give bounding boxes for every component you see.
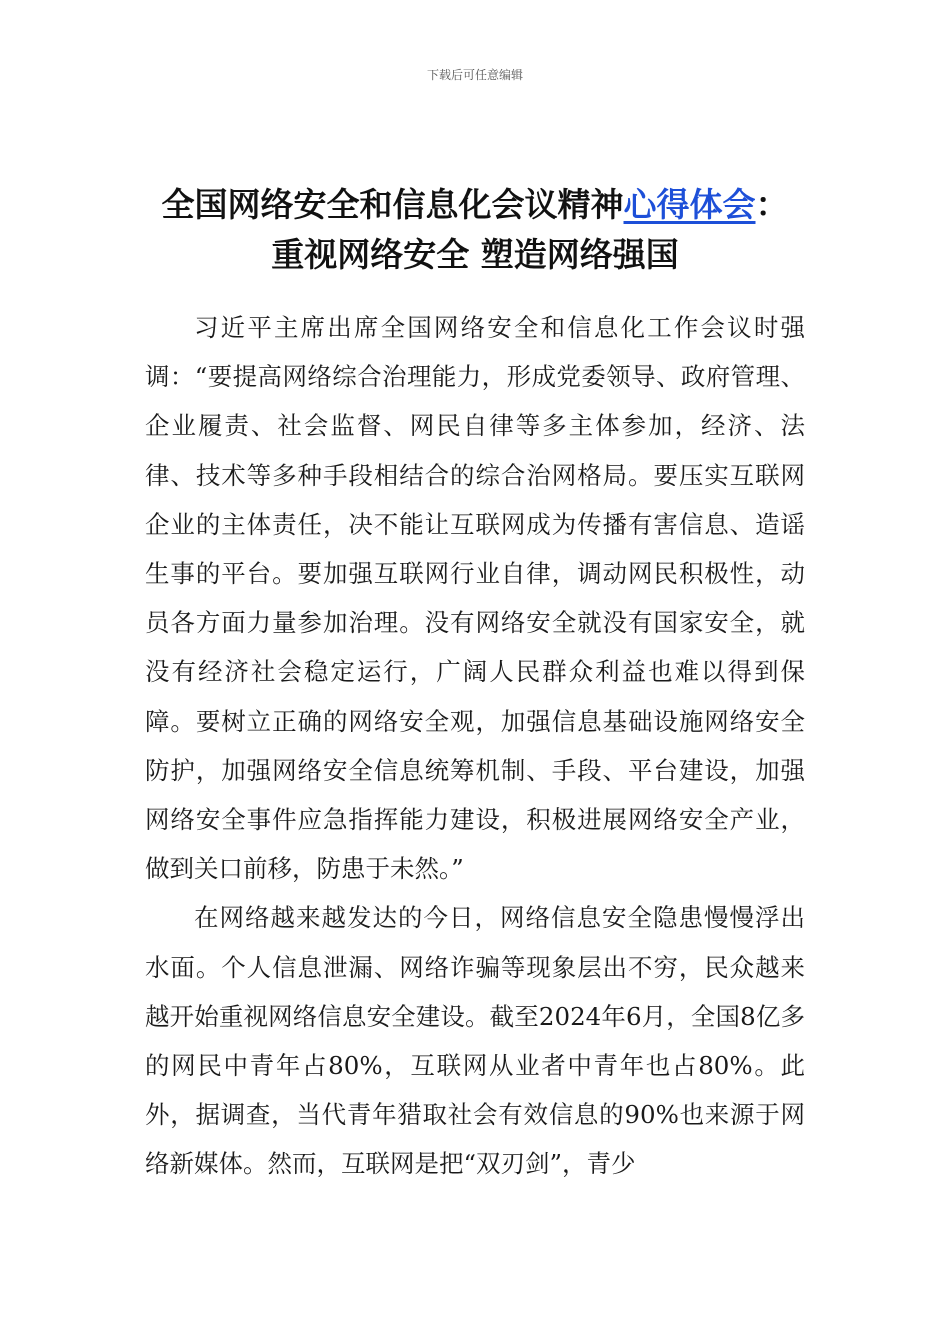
title-line-1 [80, 180, 870, 230]
page-header-note: 下载后可任意编辑 [426, 68, 523, 82]
title-line-2: 重视网络安全 塑造网络强国 [271, 235, 679, 274]
title-text: 全国网络安全和信息化会议精神 [161, 185, 624, 224]
title-colon: ： [755, 185, 789, 224]
document-body [145, 303, 805, 1189]
paragraph-1: 习近平主席出席全国网络安全和信息化工作会议时强调：“要提高网络综合治理能力，形成党委领导、政府管理、企业履责、社会监督、网民自律等多主体参加，经济、法律、技术等多种手段相结合的综合治网格局。要压实互联网企业的主体责任，决不能让互联网成为传播有害信息、造谣生事的平台。要加强互联网行业自律，调动网民积极性，动员各方面力量参加治理。没有网络安全就没有国家安全，就没有经济社会稳定运行，广阔人民群众利益也难以得到保障。要树立正确的网络安全观，加强信息基础设施网络安全防护，加强网络安全信息统筹机制、手段、平台建设，加强网络安全事件应急指挥能力建设，积极进展网络安全产业，做到关口前移，防患于未然。” [145, 313, 805, 884]
document-title [80, 180, 870, 280]
paragraph-2: 在网络越来越发达的今日，网络信息安全隐患慢慢浮出水面。个人信息泄漏、网络诈骗等现象层出不穷，民众越来越开始重视网络信息安全建设。截至2024年6月，全国8亿多的网民中青年占80%，互联网从业者中青年也占80%。此外，据调查，当代青年猎取社会有效信息的90%也来源于网络新媒体。然而，互联网是把“双刃剑”，青少 [145, 903, 805, 1179]
title-link[interactable]: 心得体会 [623, 185, 756, 224]
